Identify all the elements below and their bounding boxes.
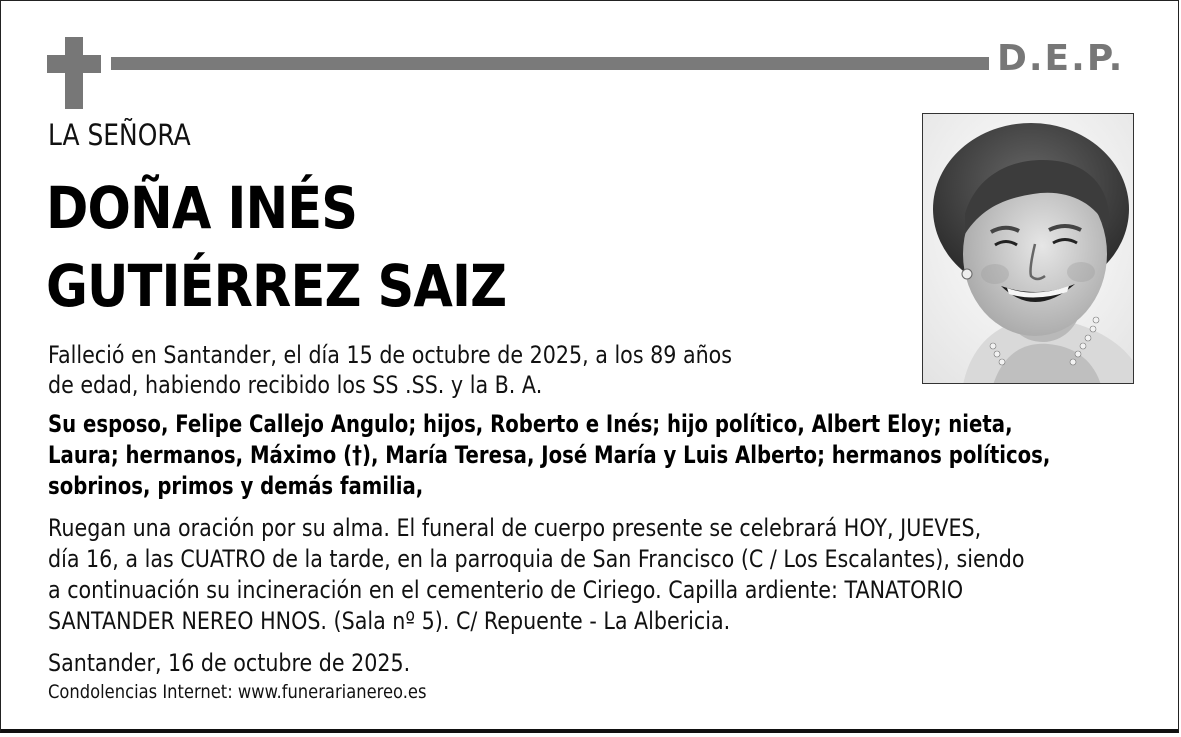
text-line: Su esposo, Felipe Callejo Angulo; hijos, Roberto e Inés; hijo político, Albert Eloy; nieta,	[48, 410, 1013, 438]
portrait-image	[923, 114, 1134, 384]
family-list	[48, 409, 1050, 502]
name-line: GUTIÉRREZ SAIZ	[46, 252, 507, 320]
text-line: Falleció en Santander, el día 15 de octubre de 2025, a los 89 años	[48, 341, 733, 369]
dateline: Santander, 16 de octubre de 2025.	[48, 649, 411, 677]
text-line: Laura; hermanos, Máximo (†), María Teresa, José María y Luis Alberto; hermanos políticos,	[48, 441, 1051, 469]
funeral-details	[48, 513, 1024, 637]
dep-heading: D.E.P.	[997, 38, 1125, 79]
text-line: día 16, a las CUATRO de la tarde, en la parroquia de San Francisco (C / Los Escalantes), siendo	[48, 545, 1025, 573]
name-line: DOÑA INÉS	[46, 174, 358, 242]
death-notice	[48, 340, 732, 400]
text-line: Ruegan una oración por su alma. El funeral de cuerpo presente se celebrará HOY, JUEVES,	[48, 514, 982, 542]
deceased-name	[46, 169, 506, 325]
portrait-photo	[922, 113, 1134, 384]
text-line: SANTANDER NEREO HNOS. (Sala nº 5). C/ Repuente - La Albericia.	[48, 607, 731, 635]
text-line: de edad, habiendo recibido los SS .SS. y la B. A.	[48, 371, 543, 399]
condolences-link: Condolencias Internet: www.funerarianereo.es	[48, 681, 427, 703]
header-rule	[111, 57, 989, 70]
honorific: LA SEÑORA	[48, 118, 191, 152]
text-line: sobrinos, primos y demás familia,	[48, 472, 424, 500]
text-line: a continuación su incineración en el cementerio de Ciriego. Capilla ardiente: TANATORIO	[48, 576, 964, 604]
